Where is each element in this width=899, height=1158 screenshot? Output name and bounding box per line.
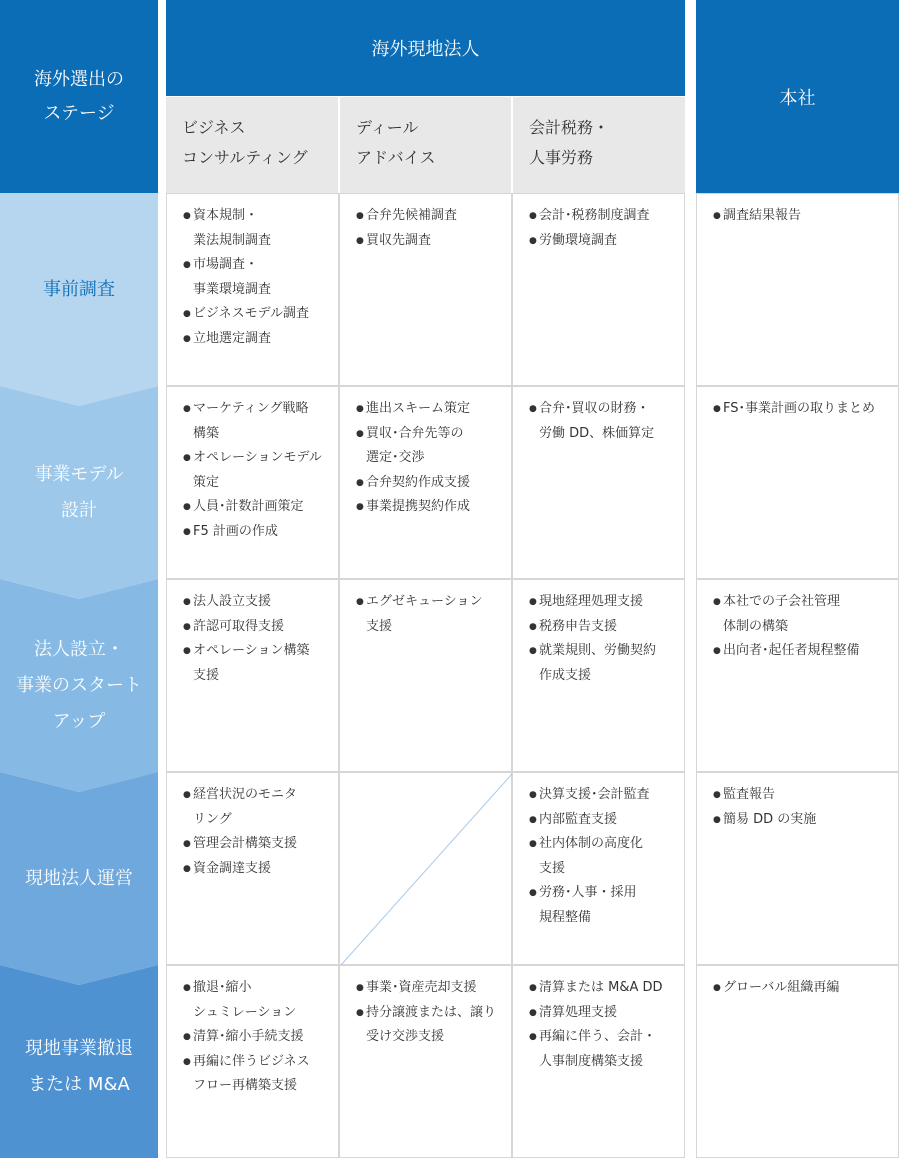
list-item	[356, 204, 503, 229]
bullet-icon: ●	[183, 211, 191, 221]
bullet-icon: ●	[529, 1007, 537, 1018]
item-text-line: 監査報告	[723, 787, 776, 802]
bullet-icon: ●	[183, 260, 191, 270]
bullet-icon: ●	[713, 404, 721, 414]
item-text-line: FS･事業計画の取りまとめ	[723, 401, 876, 416]
stage-operation	[0, 782, 158, 975]
list-item	[356, 397, 503, 422]
item-text-line: 選定･交渉	[366, 450, 425, 465]
item-text-line: 就業規則、労働契約	[539, 643, 657, 658]
bullet-icon: ●	[183, 526, 191, 537]
list-item	[529, 590, 676, 615]
item-text-line: 事業環境調査	[193, 281, 272, 297]
bullet-icon: ●	[356, 404, 364, 414]
item-text-line: 合弁先候補調査	[366, 208, 458, 223]
column-header-deal-advisory	[340, 97, 511, 193]
list-item	[183, 639, 330, 688]
stage-exit	[0, 975, 158, 1158]
item-text-line: 体制の構築	[723, 618, 789, 634]
cell-accounting-4	[512, 772, 685, 965]
stage-label-line: 事業モデル	[34, 463, 124, 485]
item-text-line: 清算処理支援	[539, 1004, 618, 1020]
list-item	[356, 471, 503, 496]
item-text-line: 本社での子会社管理	[723, 594, 841, 609]
list-item	[183, 1025, 330, 1050]
item-text-line: グローバル組織再編	[723, 980, 840, 995]
item-text-line: 出向者･起任者規程整備	[723, 643, 860, 658]
list-item	[183, 832, 330, 857]
item-text-line: 社内体制の高度化	[539, 836, 644, 851]
item-text-line: 市場調査・	[193, 257, 259, 272]
bullet-icon: ●	[183, 453, 191, 463]
cell-deal-5	[339, 965, 512, 1158]
list-item	[529, 808, 676, 833]
item-text-line: 清算または M&A DD	[539, 980, 663, 995]
item-text-line: 現地経理処理支援	[539, 594, 644, 609]
list-item	[529, 615, 676, 640]
item-text-line: 法人設立支援	[193, 594, 272, 609]
item-text-line: 買収･合弁先等の	[366, 425, 464, 441]
bullet-icon: ●	[529, 888, 537, 898]
item-text-line: 撤退･縮小	[193, 980, 252, 995]
list-item	[183, 327, 330, 352]
column-header-accounting-hr	[513, 97, 685, 193]
stage-label-line: 設計	[60, 499, 97, 521]
cell-accounting-2	[512, 386, 685, 579]
item-text-line: 立地選定調査	[193, 330, 272, 346]
list-item	[183, 615, 330, 640]
item-text-line: マーケティング戦略	[193, 401, 309, 416]
cell-hq-1	[696, 193, 899, 386]
list-item	[529, 976, 676, 1001]
list-item	[529, 397, 676, 446]
item-text-line: 事業提携契約作成	[366, 499, 471, 514]
cell-business-4	[166, 772, 339, 965]
item-text-line: 業法規制調査	[193, 232, 272, 248]
bullet-icon: ●	[356, 477, 364, 488]
bullet-icon: ●	[183, 839, 191, 849]
bullet-icon: ●	[356, 597, 364, 607]
list-item	[183, 446, 330, 495]
list-item	[183, 397, 330, 446]
list-item	[183, 302, 330, 327]
cell-deal-1	[339, 193, 512, 386]
list-item	[356, 590, 503, 639]
bullet-icon: ●	[713, 211, 721, 221]
bullet-icon: ●	[529, 404, 537, 414]
bullet-icon: ●	[713, 597, 721, 607]
column-header-business-consulting	[166, 97, 338, 193]
bullet-icon: ●	[183, 502, 191, 512]
list-item	[183, 1050, 330, 1099]
list-item	[713, 808, 890, 833]
item-text-line: 再編に伴うビジネス	[193, 1053, 310, 1069]
list-item	[183, 783, 330, 832]
item-text-line: 労働環境調査	[539, 232, 618, 248]
bullet-icon: ●	[356, 235, 364, 246]
list-item	[356, 495, 503, 520]
diagonal-line	[341, 774, 512, 965]
bullet-icon: ●	[713, 646, 721, 656]
list-item	[529, 204, 676, 229]
column-header-line: ディール	[356, 118, 419, 137]
bullet-icon: ●	[183, 404, 191, 414]
item-text-line: 経営状況のモニタ	[193, 787, 298, 802]
bullet-icon: ●	[529, 1032, 537, 1042]
bullet-icon: ●	[356, 502, 364, 512]
bullet-icon: ●	[529, 621, 537, 632]
item-text-line: 管理会計構築支援	[193, 836, 298, 851]
item-text-line: 合弁･買収の財務・	[539, 401, 650, 416]
cell-hq-5	[696, 965, 899, 1158]
item-text-line: F5 計画の作成	[193, 523, 278, 539]
bullet-icon: ●	[529, 646, 537, 656]
bullet-icon: ●	[183, 333, 191, 344]
stage-pre-survey	[0, 193, 158, 386]
bullet-icon: ●	[356, 983, 364, 993]
stage-label-line: または M&A	[28, 1073, 130, 1095]
cell-business-5	[166, 965, 339, 1158]
list-item	[356, 229, 503, 254]
list-item	[183, 495, 330, 520]
list-item	[183, 520, 330, 545]
list-item	[356, 976, 503, 1001]
list-item	[183, 253, 330, 302]
stage-header	[0, 0, 158, 193]
item-text-line: 再編に伴う、会計・	[539, 1029, 657, 1044]
bullet-icon: ●	[713, 814, 721, 825]
bullet-icon: ●	[183, 646, 191, 656]
bullet-icon: ●	[356, 211, 364, 221]
bullet-icon: ●	[529, 235, 537, 246]
item-text-line: 許認可取得支援	[193, 618, 285, 634]
item-text-line: 合弁契約作成支援	[366, 474, 471, 490]
stage-label-line: 事業のスタート	[16, 674, 142, 696]
bullet-icon: ●	[713, 790, 721, 800]
bullet-icon: ●	[183, 1032, 191, 1042]
bullet-icon: ●	[529, 814, 537, 825]
cell-not-applicable	[339, 772, 512, 965]
list-item	[713, 590, 890, 639]
list-item	[529, 639, 676, 688]
item-text-line: オペレーション構築	[193, 643, 310, 658]
cell-accounting-3	[512, 579, 685, 772]
list-item	[529, 881, 676, 930]
item-text-line: 税務申告支援	[539, 618, 618, 634]
cell-deal-2	[339, 386, 512, 579]
item-text-line: 調査結果報告	[723, 208, 802, 223]
item-text-line: 清算･縮小手続支援	[193, 1029, 304, 1044]
stage-label-line: 事前調査	[43, 278, 115, 300]
list-item	[713, 783, 890, 808]
cell-deal-3	[339, 579, 512, 772]
bullet-icon: ●	[529, 211, 537, 221]
cell-hq-3	[696, 579, 899, 772]
stage-establishment	[0, 589, 158, 782]
list-item	[183, 857, 330, 882]
item-text-line: 人事制度構築支援	[539, 1053, 644, 1069]
list-item	[529, 229, 676, 254]
cell-hq-4	[696, 772, 899, 965]
item-text-line: 決算支援･会計監査	[539, 787, 650, 802]
item-text-line: ビジネスモデル調査	[193, 306, 309, 321]
item-text-line: 支援	[193, 667, 220, 683]
stage-label-line: 法人設立・	[34, 638, 124, 660]
item-text-line: エグゼキューション	[366, 594, 483, 609]
item-text-line: 労働 DD、株価算定	[539, 425, 655, 441]
item-text-line: 会計･税務制度調査	[539, 208, 650, 223]
bullet-icon: ●	[529, 983, 537, 993]
list-item	[529, 1025, 676, 1074]
item-text-line: 労務･人事・採用	[539, 885, 637, 900]
item-text-line: シュミレーション	[193, 1004, 297, 1020]
item-text-line: 支援	[539, 860, 566, 876]
bullet-icon: ●	[713, 983, 721, 993]
hq-header-label: 本社	[779, 87, 816, 109]
stage-business-model	[0, 396, 158, 589]
bullet-icon: ●	[183, 597, 191, 607]
item-text-line: オペレーションモデル	[193, 450, 322, 465]
item-text-line: 持分譲渡または、譲り	[366, 1004, 497, 1020]
item-text-line: 資本規制・	[193, 208, 259, 223]
item-text-line: 買収先調査	[366, 232, 432, 248]
hq-header	[696, 0, 899, 193]
list-item	[713, 976, 890, 1001]
column-header-line: 会計税務・	[529, 118, 610, 137]
diagonal-slash	[340, 773, 513, 966]
bullet-icon: ●	[183, 790, 191, 800]
column-header-line: 人事労務	[529, 148, 594, 167]
list-item	[183, 976, 330, 1025]
stage-label-line: 現地事業撤退	[25, 1037, 133, 1059]
stage-header-line-1: 海外選出の	[34, 68, 124, 90]
item-text-line: リング	[193, 811, 232, 827]
list-item	[529, 1001, 676, 1026]
list-item	[183, 204, 330, 253]
cell-accounting-1	[512, 193, 685, 386]
cell-business-2	[166, 386, 339, 579]
bullet-icon: ●	[529, 839, 537, 849]
list-item	[356, 422, 503, 471]
bullet-icon: ●	[183, 1056, 191, 1067]
bullet-icon: ●	[356, 428, 364, 439]
item-text-line: 作成支援	[539, 667, 592, 683]
bullet-icon: ●	[529, 597, 537, 607]
list-item	[713, 204, 890, 229]
item-text-line: 事業･資産売却支援	[366, 980, 477, 995]
cell-accounting-5	[512, 965, 685, 1158]
item-text-line: 資金調達支援	[193, 860, 272, 876]
item-text-line: 構築	[193, 425, 220, 441]
item-text-line: 規程整備	[539, 909, 592, 925]
stage-label-line: 現地法人運営	[25, 867, 133, 889]
column-header-line: アドバイス	[356, 148, 436, 167]
item-text-line: 受け交渉支援	[366, 1029, 445, 1044]
list-item	[713, 397, 890, 422]
bullet-icon: ●	[183, 983, 191, 993]
list-item	[356, 1001, 503, 1050]
bullet-icon: ●	[183, 309, 191, 319]
column-header-line: コンサルティング	[182, 148, 308, 167]
cell-hq-2	[696, 386, 899, 579]
list-item	[529, 832, 676, 881]
bullet-icon: ●	[356, 1007, 364, 1018]
list-item	[183, 590, 330, 615]
stage-label-line: アップ	[52, 710, 106, 732]
cell-business-1	[166, 193, 339, 386]
item-text-line: 内部監査支援	[539, 811, 618, 827]
bullet-icon: ●	[183, 621, 191, 632]
list-item	[529, 783, 676, 808]
item-text-line: 支援	[366, 618, 393, 634]
bullet-icon: ●	[529, 790, 537, 800]
item-text-line: フロー再構築支援	[193, 1078, 298, 1093]
list-item	[713, 639, 890, 664]
item-text-line: 人員･計数計画策定	[193, 499, 304, 514]
bullet-icon: ●	[183, 863, 191, 874]
item-text-line: 策定	[193, 474, 220, 490]
local-corp-header: 海外現地法人	[166, 0, 685, 96]
column-header-line: ビジネス	[182, 118, 246, 137]
item-text-line: 簡易 DD の実施	[723, 811, 817, 827]
item-text-line: 進出スキーム策定	[366, 401, 471, 416]
cell-business-3	[166, 579, 339, 772]
stage-header-line-2: ステージ	[43, 102, 115, 124]
